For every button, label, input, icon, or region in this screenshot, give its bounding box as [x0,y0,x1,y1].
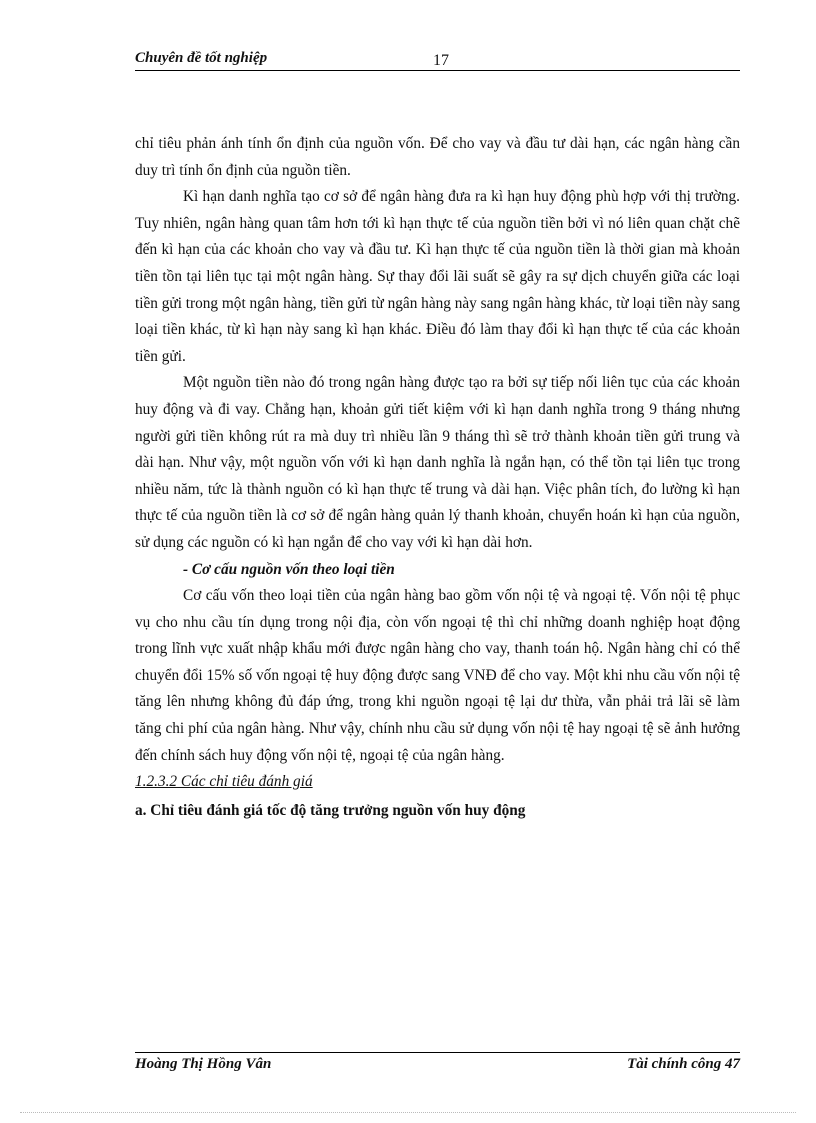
footer-rule [135,1052,740,1053]
page-footer [135,1056,740,1078]
document-body [135,131,740,826]
subsection-heading: a. Chỉ tiêu đánh giá tốc độ tăng trưởng nguồn vốn huy động [135,801,526,819]
page-edge-divider [20,1112,796,1113]
page-header [135,48,740,70]
subheading-currency-structure: - Cơ cấu nguồn vốn theo loại tiền [183,560,395,578]
footer-author: Hoàng Thị Hồng Vân [135,1056,272,1072]
paragraph-currency-structure: Cơ cấu vốn theo loại tiền của ngân hàng bao gồm vốn nội tệ và ngoại tệ. Vốn nội tệ phục vụ cho nhu cầu tín dụng trong nội địa, còn vốn ngoại tệ thì chỉ những doanh nghiệp hoạt động trong lĩnh vực xuất nhập khẩu mới được ngân hàng cho vay, thanh toán hộ. Ngân hàng chỉ có thể chuyển đổi 15% số vốn ngoại tệ huy động được sang VNĐ để cho vay. Một khi nhu cầu vốn nội tệ tăng lên nhưng không đủ đáp ứng, trong khi nguồn ngoại tệ lại dư thừa, vẫn phải trả lãi sẽ làm tăng chi phí của ngân hàng. Như vậy, chính nhu cầu sử dụng vốn nội tệ hay ngoại tệ sẽ ảnh hưởng đến chính sách huy động vốn nội tệ, ngoại tệ của ngân hàng. [135,587,740,764]
paragraph-funding-source: Một nguồn tiền nào đó trong ngân hàng được tạo ra bởi sự tiếp nối liên tục của các khoản huy động và đi vay. Chẳng hạn, khoản gửi tiết kiệm với kì hạn danh nghĩa trong 9 tháng nhưng người gửi tiền không rút ra mà duy trì nhiều lần 9 tháng thì sẽ trở thành khoản tiền gửi trung và dài hạn. Như vậy, một nguồn vốn với kì hạn danh nghĩa là ngắn hạn, có thể tồn tại liên tục trong nhiều năm, tức là thành nguồn có kì hạn thực tế trung và dài hạn. Việc phân tích, đo lường kì hạn thực tế của nguồn tiền là cơ sở để ngân hàng quản lý thanh khoản, chuyển hoán kì hạn của nguồn, sử dụng các nguồn có kì hạn ngắn để cho vay với kì hạn dài hơn. [135,374,740,551]
page-number: 17 [433,52,449,69]
header-title: Chuyên đề tốt nghiệp [135,50,268,66]
header-rule [135,70,740,71]
paragraph-continuation: chỉ tiêu phản ánh tính ổn định của nguồn vốn. Để cho vay và đầu tư dài hạn, các ngân hàng cần duy trì tính ổn định của nguồn tiền. [135,135,740,179]
paragraph-nominal-term: Kì hạn danh nghĩa tạo cơ sở để ngân hàng đưa ra kì hạn huy động phù hợp với thị trường. Tuy nhiên, ngân hàng quan tâm hơn tới kì hạn thực tế của nguồn tiền bởi vì nó liên quan chặt chẽ đến kì hạn của các khoản cho vay và đầu tư. Kì hạn thực tế của nguồn tiền là thời gian mà khoản tiền tồn tại liên tục tại một ngân hàng. Sự thay đổi lãi suất sẽ gây ra sự dịch chuyển giữa các loại tiền gửi trong một ngân hàng, tiền gửi từ ngân hàng này sang ngân hàng khác, từ loại tiền này sang loại tiền khác, từ kì hạn này sang kì hạn khác. Điều đó làm thay đổi kì hạn thực tế của các khoản tiền gửi. [135,188,740,365]
footer-class: Tài chính công 47 [627,1056,740,1072]
section-heading: 1.2.3.2 Các chỉ tiêu đánh giá [135,773,313,791]
